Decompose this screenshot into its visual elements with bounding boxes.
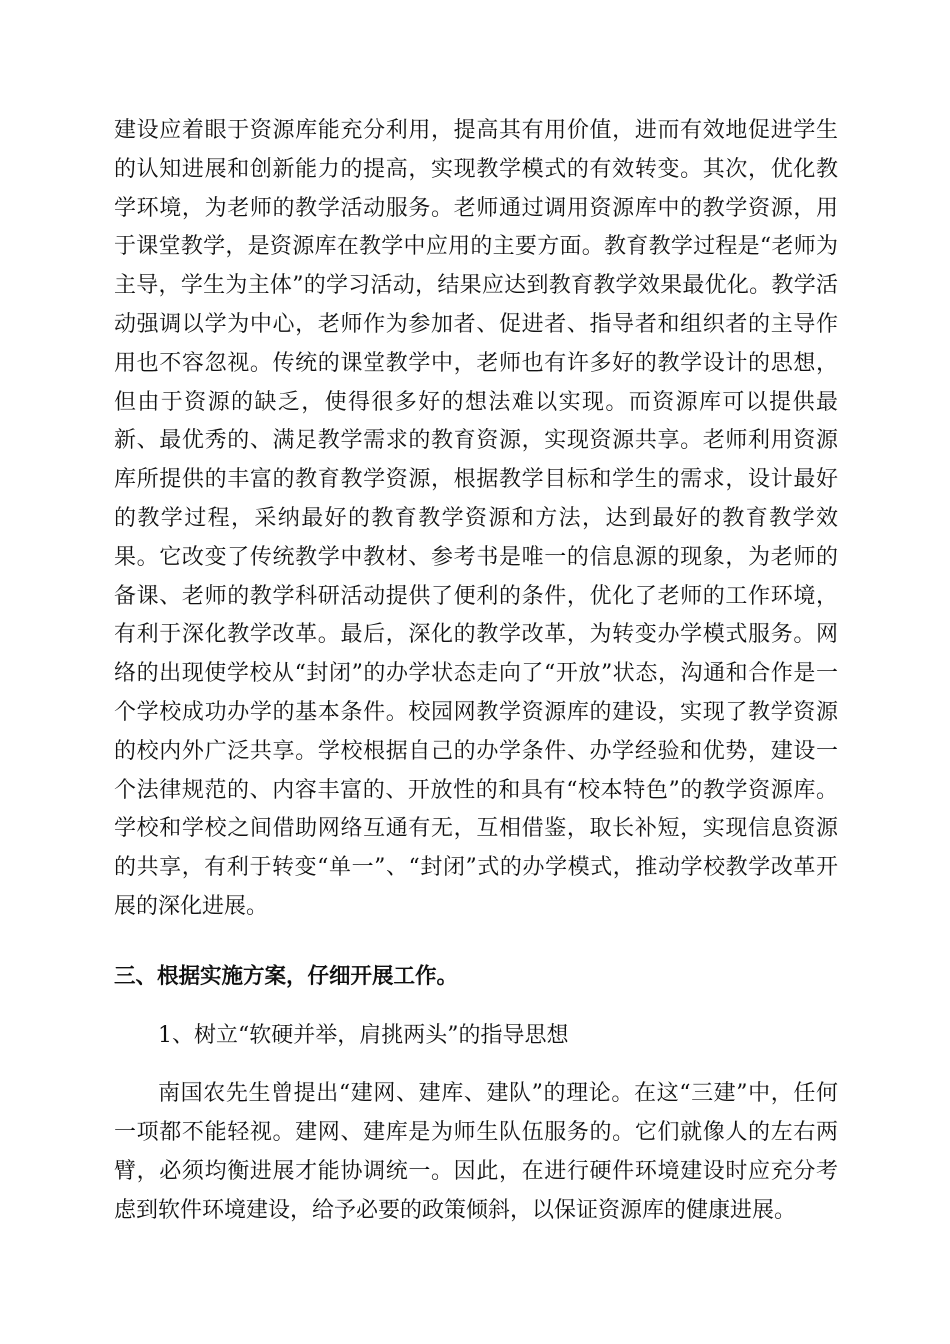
document-body bbox=[114, 112, 838, 1231]
body-paragraph-2: 南国农先生曾提出“建网、建库、建队”的理论。在这“三建”中，任何一项都不能轻视。建网、建库是为师生队伍服务的。它们就像人的左右两臂，必须均衡进展才能协调统一。因此，在进行硬件环境建设时应充分考虑到软件环境建设，给予必要的政策倾斜，以保证资源库的健康进展。 bbox=[114, 1081, 838, 1223]
subsection-heading: 1、树立“软硬并举，肩挑两头”的指导思想 bbox=[158, 1022, 569, 1048]
section-heading: 三、根据实施方案，仔细开展工作。 bbox=[114, 963, 459, 989]
body-paragraph-1: 建设应着眼于资源库能充分利用，提高其有用价值，进而有效地促进学生的认知进展和创新能力的提高，实现教学模式的有效转变。其次，优化教学环境，为老师的教学活动服务。老师通过调用资源库中的教学资源，用于课堂教学，是资源库在教学中应用的主要方面。教育教学过程是“老师为主导，学生为主体”的学习活动，结果应达到教育教学效果最优化。教学活动强调以学为中心，老师作为参加者、促进者、指导者和组织者的主导作用也不容忽视。传统的课堂教学中，老师也有许多好的教学设计的思想，但由于资源的缺乏，使得很多好的想法难以实现。而资源库可以提供最新、最优秀的、满足教学需求的教育资源，实现资源共享。老师利用资源库所提供的丰富的教育教学资源，根据教学目标和学生的需求，设计最好的教学过程，采纳最好的教育教学资源和方法，达到最好的教育教学效果。它改变了传统教学中教材、参考书是唯一的信息源的现象，为老师的备课、老师的教学科研活动提供了便利的条件，优化了老师的工作环境，有利于深化教学改革。最后，深化的教学改革，为转变办学模式服务。网络的出现使学校从“封闭”的办学状态走向了“开放”状态，沟通和合作是一个学校成功办学的基本条件。校园网教学资源库的建设，实现了教学资源的校内外广泛共享。学校根据自己的办学条件、办学经验和优势，建设一个法律规范的、内容丰富的、开放性的和具有“校本特色”的教学资源库。学校和学校之间借助网络互通有无，互相借鉴，取长补短，实现信息资源的共享，有利于转变“单一”、“封闭”式的办学模式，推动学校教学改革开展的深化进展。 bbox=[114, 118, 838, 919]
